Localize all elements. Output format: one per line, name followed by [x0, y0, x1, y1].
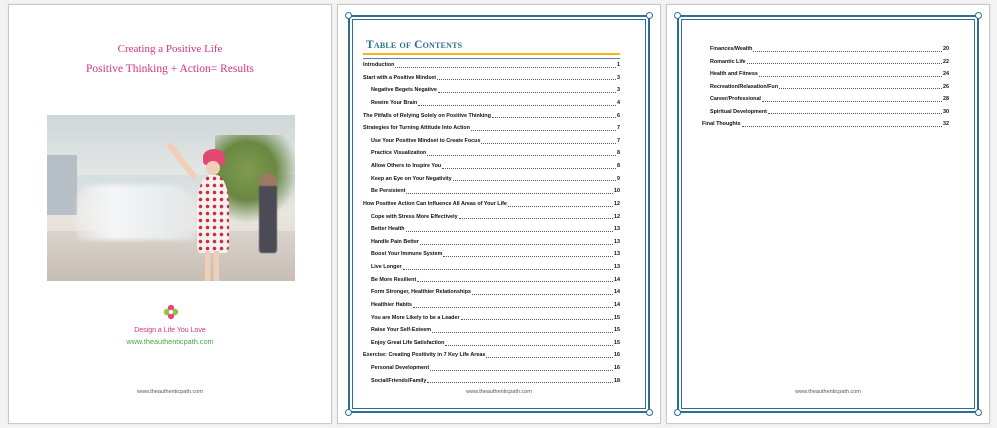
toc-entry-page: 15: [614, 314, 620, 321]
toc-entry-page: 20: [943, 46, 949, 52]
toc-entry-page: 7: [617, 125, 620, 132]
dot-leader: [438, 92, 616, 93]
toc-entry[interactable]: [363, 173, 620, 186]
toc-entry-page: 8: [617, 163, 620, 169]
toc-entry-page: 9: [617, 175, 620, 182]
dot-leader: [742, 126, 942, 127]
toc-entry-page: 24: [943, 71, 949, 77]
toc-entry-page: 13: [614, 264, 620, 270]
toc-list: [363, 59, 620, 387]
toc-entry-page: 13: [614, 226, 620, 233]
toc-entry[interactable]: [363, 337, 620, 350]
toc-entry[interactable]: [363, 185, 620, 198]
toc-entry[interactable]: [702, 93, 949, 106]
corner-ornament-icon: [646, 12, 653, 19]
toc-entry-page: 1: [617, 62, 620, 68]
dot-leader: [417, 281, 613, 282]
toc-entry-label: Romantic Life: [710, 58, 746, 65]
dot-leader: [508, 206, 613, 207]
toc-entry[interactable]: [363, 160, 620, 173]
toc-entry[interactable]: [363, 286, 620, 299]
toc-entry-page: 14: [614, 276, 620, 283]
toc-entry-label: Practice Visualization: [371, 150, 427, 157]
toc-entry-label: Live Longer: [371, 264, 402, 270]
toc-entry-label: Start with a Positive Mindset: [363, 74, 437, 81]
toc-entry-page: 12: [614, 213, 620, 220]
toc-entry-label: Keep an Eye on Your Negativity: [371, 175, 452, 182]
dot-leader: [420, 244, 613, 245]
cover-title: Creating a Positive Life: [117, 43, 223, 55]
dot-leader: [403, 269, 613, 270]
dot-leader: [472, 294, 613, 295]
toc-entry-page: 6: [617, 112, 620, 119]
toc-entry[interactable]: [363, 84, 620, 97]
dot-leader: [453, 180, 616, 181]
toc-entry[interactable]: [363, 147, 620, 160]
toc-entry-label: Form Stronger, Healthier Relationships: [371, 289, 472, 296]
dot-leader: [442, 168, 616, 169]
toc-entry[interactable]: [702, 56, 949, 69]
toc-entry[interactable]: [363, 122, 620, 135]
dot-leader: [395, 67, 616, 68]
corner-ornament-icon: [345, 12, 352, 19]
dot-leader: [413, 307, 613, 308]
toc-entry[interactable]: [363, 324, 620, 337]
toc-entry-label: Better Health: [371, 226, 405, 233]
toc-entry[interactable]: [363, 211, 620, 224]
dot-leader: [481, 143, 616, 144]
dot-leader: [779, 88, 942, 89]
toc-entry-label: Health and Fitness: [710, 71, 758, 77]
toc-entry-page: 8: [617, 150, 620, 157]
corner-ornament-icon: [646, 409, 653, 416]
toc-entry[interactable]: [363, 299, 620, 312]
toc-entry-label: Rewire Your Brain: [371, 99, 418, 106]
toc-entry-label: Strategies for Turning Attitude Into Action: [363, 125, 471, 132]
flower-logo-icon: [163, 304, 179, 320]
toc-entry-label: Allow Others to Inspire You: [371, 163, 442, 169]
dot-leader: [406, 193, 613, 194]
dot-leader: [459, 218, 613, 219]
toc-entry[interactable]: [363, 135, 620, 148]
dot-leader: [461, 319, 613, 320]
toc-entry-page: 22: [943, 58, 949, 65]
toc-list: [702, 43, 949, 131]
toc-entry-label: Raise Your Self-Esteem: [371, 327, 432, 334]
toc-entry-page: 26: [943, 83, 949, 90]
toc-entry-page: 3: [617, 74, 620, 81]
cover-website: www.theauthenticpath.com: [126, 337, 214, 346]
toc-entry-page: 14: [614, 301, 620, 308]
toc-entry[interactable]: [702, 106, 949, 119]
toc-entry-page: 16: [614, 352, 620, 359]
toc-entry[interactable]: [363, 362, 620, 375]
toc-entry-page: 15: [614, 327, 620, 334]
dot-leader: [753, 51, 942, 52]
toc-entry-page: 7: [617, 137, 620, 144]
dot-leader: [432, 332, 613, 333]
toc-entry-label: How Positive Action Can Influence All Areas of Your Life: [363, 200, 507, 207]
toc-entry-page: 10: [614, 188, 620, 195]
toc-entry-label: Career/Professional: [710, 96, 761, 102]
cover-tagline: Design a Life You Love: [134, 327, 206, 334]
toc-entry-label: Healthier Habits: [371, 301, 413, 308]
toc-entry[interactable]: [363, 72, 620, 85]
toc-entry-label: Personal Development: [371, 365, 430, 371]
toc-entry-label: You are More Likely to be a Leader: [371, 314, 460, 321]
toc-entry[interactable]: [363, 198, 620, 211]
corner-ornament-icon: [674, 12, 681, 19]
toc-entry-label: Social/Friends/Family: [371, 377, 427, 384]
toc-entry-label: Cope with Stress More Effectively: [371, 213, 458, 220]
toc-entry[interactable]: [363, 312, 620, 325]
cover-subtitle: Positive Thinking + Action= Results: [85, 63, 255, 75]
toc-entry[interactable]: [363, 97, 620, 110]
toc-entry-page: 12: [614, 200, 620, 207]
toc-entry[interactable]: [702, 81, 949, 94]
toc-entry[interactable]: [363, 349, 620, 362]
page-footer: www.theauthenticpath.com: [795, 389, 861, 395]
toc-entry-label: Introduction: [363, 62, 395, 68]
toc-entry-page: 14: [614, 289, 620, 296]
toc-entry-label: Be Persistent: [371, 188, 406, 195]
toc-entry-page: 4: [617, 99, 620, 106]
toc-entry[interactable]: [363, 261, 620, 274]
toc-entry[interactable]: [363, 274, 620, 287]
toc-entry-label: Recreation/Relaxation/Fun: [710, 83, 778, 90]
dot-leader: [427, 382, 613, 383]
toc-entry-label: Finances/Wealth: [710, 46, 753, 52]
dot-leader: [430, 370, 613, 371]
toc-entry-label: Be More Resilient: [371, 276, 417, 283]
toc-entry-page: 15: [614, 339, 620, 346]
toc-entry[interactable]: [702, 43, 949, 56]
toc-heading: Table of Contents: [366, 39, 463, 51]
toc-entry-page: 32: [943, 121, 949, 127]
toc-page: [337, 4, 661, 424]
toc-entry-label: Spiritual Development: [710, 108, 767, 115]
toc-entry-page: 16: [614, 365, 620, 371]
dot-leader: [406, 231, 613, 232]
dot-leader: [437, 79, 616, 80]
toc-entry[interactable]: [363, 375, 620, 388]
dot-leader: [445, 345, 613, 346]
dot-leader: [443, 256, 613, 257]
corner-ornament-icon: [975, 409, 982, 416]
toc-entry-page: 13: [614, 238, 620, 245]
dot-leader: [427, 155, 616, 156]
toc-entry-page: 3: [617, 87, 620, 94]
dot-leader: [471, 130, 616, 131]
toc-entry-label: Final Thoughts: [702, 121, 741, 127]
toc-entry-label: Use Your Positive Mindset to Create Focus: [371, 137, 481, 144]
toc-entry[interactable]: [702, 118, 949, 131]
toc-entry[interactable]: [363, 248, 620, 261]
page-footer: www.theauthenticpath.com: [137, 389, 203, 395]
corner-ornament-icon: [975, 12, 982, 19]
toc-entry[interactable]: [702, 68, 949, 81]
toc-entry-page: 28: [943, 96, 949, 102]
page-footer: www.theauthenticpath.com: [466, 389, 532, 395]
toc-entry-label: Boost Your Immune System: [371, 251, 443, 258]
dot-leader: [762, 101, 942, 102]
cover-page: [8, 4, 332, 424]
toc-entry-page: 13: [614, 251, 620, 258]
toc-entry-label: Enjoy Great Life Satisfaction: [371, 339, 445, 346]
toc-entry-label: Negative Begets Negative: [371, 87, 437, 94]
toc-entry-page: 18: [614, 377, 620, 384]
corner-ornament-icon: [674, 409, 681, 416]
toc-entry-label: Handle Pain Better: [371, 238, 419, 245]
toc-entry[interactable]: [363, 59, 620, 72]
dot-leader: [747, 63, 942, 64]
toc-entry[interactable]: [363, 223, 620, 236]
toc-page-continued: [666, 4, 990, 424]
dot-leader: [486, 357, 613, 358]
dot-leader: [418, 105, 616, 106]
corner-ornament-icon: [345, 409, 352, 416]
toc-entry-label: The Pitfalls of Relying Solely on Positive Thinking: [363, 112, 491, 119]
dot-leader: [492, 117, 616, 118]
toc-entry[interactable]: [363, 110, 620, 123]
toc-entry-page: 30: [943, 108, 949, 115]
toc-entry-label: Exercise: Creating Positivity in 7 Key Life Areas: [363, 352, 486, 359]
dot-leader: [768, 113, 942, 114]
cover-photo: [47, 115, 295, 281]
toc-entry[interactable]: [363, 236, 620, 249]
dot-leader: [759, 76, 942, 77]
